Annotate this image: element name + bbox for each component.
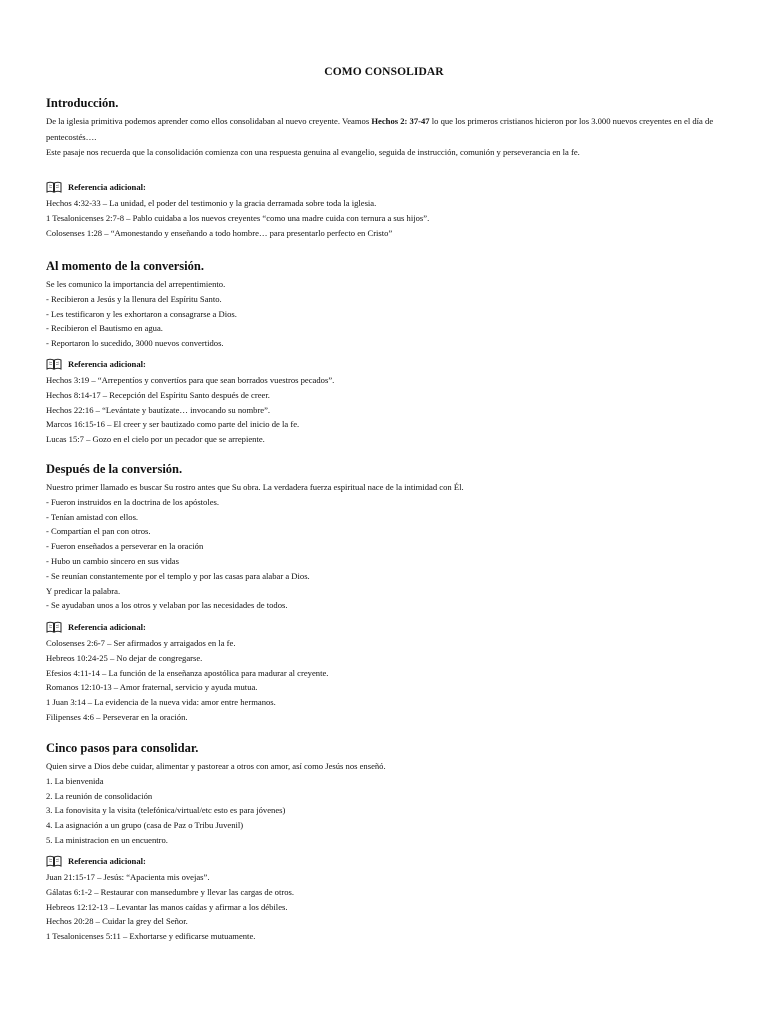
list-item: - Reportaron lo sucedido, 3000 nuevos convertidos.	[46, 338, 224, 349]
list-item: - Hubo un cambio sincero en sus vidas	[46, 555, 179, 566]
reference-block-conversion	[46, 357, 736, 447]
list-item: - Se reunían constantemente por el templo y por las casas para alabar a Dios.	[46, 570, 310, 581]
section-heading: Cinco pasos para consolidar.	[46, 741, 199, 755]
reference-block-intro	[46, 180, 736, 240]
list-item: - Recibieron a Jesús y la llenura del Espíritu Santo.	[46, 293, 222, 304]
open-book-icon	[46, 621, 62, 633]
reference-line: Efesios 4:11-14 – La función de la enseñanza apostólica para madurar al creyente.	[46, 667, 329, 678]
reference-block-despues	[46, 620, 736, 725]
open-book-icon	[46, 358, 62, 370]
reference-heading: Referencia adicional:	[46, 620, 736, 634]
intro-paragraph-2: Este pasaje nos recuerda que la consolidación comienza con una respuesta genuina al evangelio, seguida de instrucción, comunión y perseverancia en la fe.	[46, 147, 580, 158]
list-item: - Compartían el pan con otros.	[46, 526, 151, 537]
reference-line: 1 Juan 3:14 – La evidencia de la nueva vida: amor entre hermanos.	[46, 697, 276, 708]
reference-line: Filipenses 4:6 – Perseverar en la oración.	[46, 711, 188, 722]
section-heading: Al momento de la conversión.	[46, 259, 204, 273]
reference-line: 1 Tesalonicenses 2:7-8 – Pablo cuidaba a los nuevos creyentes “como una madre cuida con ternura a sus hijos”.	[46, 212, 430, 223]
list-item: - Recibieron el Bautismo en agua.	[46, 323, 163, 334]
list-item: - Fueron enseñados a perseverar en la oración	[46, 541, 204, 552]
reference-line: Juan 21:15-17 – Jesús: “Apacienta mis ovejas”.	[46, 872, 210, 882]
reference-line: Hebreos 12:12-13 – Levantar las manos caídas y afirmar a los débiles.	[46, 901, 288, 912]
open-book-icon	[46, 855, 62, 867]
list-item: Y predicar la palabra.	[46, 585, 121, 596]
reference-line: Hebreos 10:24-25 – No dejar de congregarse.	[46, 652, 203, 663]
section-introduccion	[46, 96, 736, 161]
reference-heading: Referencia adicional:	[46, 357, 736, 371]
list-item: 5. La ministracion en un encuentro.	[46, 834, 168, 845]
list-item: 4. La asignación a un grupo (casa de Paz o Tribu Juvenil)	[46, 820, 244, 831]
section-despues	[46, 462, 736, 613]
document-title: COMO CONSOLIDAR	[324, 66, 444, 78]
reference-line: Colosenses 2:6-7 – Ser afirmados y arraigados en la fe.	[46, 638, 236, 648]
section-heading: Después de la conversión.	[46, 462, 183, 476]
list-item: - Les testificaron y les exhortaron a consagrarse a Dios.	[46, 308, 237, 319]
list-item: Quien sirve a Dios debe cuidar, alimentar y pastorear a otros con amor, así como Jesús nos enseñó.	[46, 761, 386, 771]
reference-line: Romanos 12:10-13 – Amor fraternal, servicio y ayuda mutua.	[46, 682, 258, 693]
list-item: Se les comunico la importancia del arrepentimiento.	[46, 279, 226, 289]
reference-block-pasos	[46, 854, 736, 944]
reference-line: Marcos 16:15-16 – El creer y ser bautizado como parte del inicio de la fe.	[46, 419, 300, 430]
reference-line: Hechos 22:16 – “Levántate y bautízate… invocando su nombre”.	[46, 404, 271, 415]
list-item: 2. La reunión de consolidación	[46, 790, 153, 801]
reference-line: Hechos 8:14-17 – Recepción del Espíritu Santo después de creer.	[46, 389, 270, 400]
list-item: Nuestro primer llamado es buscar Su rostro antes que Su obra. La verdadera fuerza espiritual nace de la intimidad con Él.	[46, 482, 464, 492]
intro-paragraph: De la iglesia primitiva podemos aprender como ellos consolidaban al nuevo creyente. Veamos Hechos 2: 37-47 lo que los primeros cristianos hicieron por los 3.000 nuevos creyentes en el día de pentecostés….	[46, 116, 714, 142]
list-item: 3. La fonovisita y la visita (telefónica/virtual/etc esto es para jóvenes)	[46, 805, 286, 816]
list-item: - Se ayudaban unos a los otros y velaban por las necesidades de todos.	[46, 600, 288, 611]
reference-line: Lucas 15:7 – Gozo en el cielo por un pecador que se arrepiente.	[46, 434, 265, 445]
section-cinco-pasos	[46, 741, 736, 848]
bible-reference-bold: Hechos 2: 37-47	[371, 116, 430, 126]
reference-line: 1 Tesalonicenses 5:11 – Exhortarse y edificarse mutuamente.	[46, 931, 256, 942]
list-item: - Fueron instruidos en la doctrina de los apóstoles.	[46, 496, 220, 507]
reference-line: Hechos 4:32-33 – La unidad, el poder del testimonio y la gracia derramada sobre toda la iglesia.	[46, 198, 377, 208]
list-item: 1. La bienvenida	[46, 775, 104, 786]
section-conversion	[46, 259, 736, 351]
open-book-icon	[46, 181, 62, 193]
reference-heading: Referencia adicional:	[46, 180, 736, 194]
reference-heading: Referencia adicional:	[46, 854, 736, 868]
reference-line: Hechos 3:19 – “Arrepentíos y convertíos para que sean borrados vuestros pecados”.	[46, 375, 335, 385]
list-item: - Tenían amistad con ellos.	[46, 511, 139, 522]
reference-line: Gálatas 6:1-2 – Restaurar con mansedumbre y llevar las cargas de otros.	[46, 886, 295, 897]
reference-line: Hechos 20:28 – Cuidar la grey del Señor.	[46, 916, 188, 927]
reference-line: Colosenses 1:28 – “Amonestando y enseñando a todo hombre… para presentarlo perfecto en Cristo”	[46, 227, 393, 238]
section-heading: Introducción.	[46, 96, 119, 110]
